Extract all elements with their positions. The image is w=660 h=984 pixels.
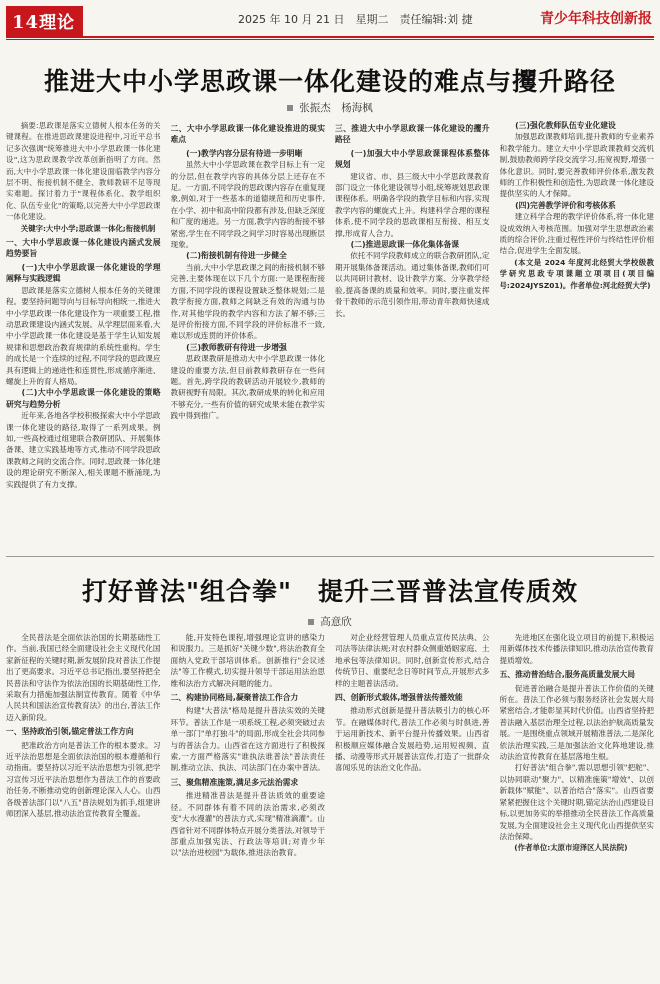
keywords: 关键字:大中小学;思政课一体化;衔接机制 — [20, 223, 156, 233]
paragraph: 当前,大中小学思政课之间的衔接机制不够完善,主要体现在以下几个方面:一是课程衔接方面,不同学段的课程设置缺乏整体规划;二是教学衔接方面,教师之间缺乏有效的沟通与协作,对其他学段的教学内容和方法了解不够;三是评价衔接方面,不同学段的评价标准不一致,难以形成连贯的评价体系。 — [170, 262, 325, 341]
abstract: 摘要:思政课是落实立德树人根本任务的关键课程。在推进思政课建设进程中,习近平总书记多次强调"统筹推进大中小学思政课一体化建设",这为思政课教学改革创新指明了方向。然而,大中小学思政课一体化建设面临教学内容分层不明、衔接机制不健全、教师教研不足等现实难题。探讨着力于"课程体系化、教学组织化、队伍专业化"的策略,以完善大中小学思政课一体化建设。 — [6, 121, 161, 222]
paragraph: 对企业经营管理人员重点宣传民法典、公司法等法律法规;对农村群众侧重婚姻家庭、土地承包等法律知识。同时,创新宣传形式,结合传统节日、重要纪念日等时间节点,开展形式多样的主题普法活动。 — [335, 633, 490, 688]
subheading: (三)强化教师队伍专业化建设 — [515, 121, 616, 130]
article2-title: 打好普法"组合拳" 提升三晋普法宣传质效 — [81, 577, 579, 606]
heading: 一、大中小学思政课一体化建设内涵式发展趋势要旨 — [6, 238, 161, 259]
article1-body — [6, 120, 654, 548]
article1-col-3 — [335, 120, 490, 548]
subheading: (一)大中小学思政课一体化建设的学理阐释与实践逻辑 — [6, 262, 161, 284]
paragraph: 促进普治融合是提升普法工作价值的关键所在。普法工作必须与服务经济社会发展大局紧密结合,才能彰显其时代价值。山西省坚持把普法融入基层治理全过程,以法治护航高质量发展。一是围绕重点领域开展精准普法,二是深化依法治理实践,三是加强法治文化阵地建设,推动法治宣传教育在基层落地生根。 — [499, 683, 654, 762]
byline-square-icon — [287, 105, 293, 111]
paragraph: 依托不同学段教师成立的联合教研团队,定期开展集体备课活动。通过集体备课,教师们可以共同研讨教材、设计教学方案、分享教学经验,提高备课的质量和效率。同时,要注重发挥骨干教师的示范引领作用,带动青年教师快速成长。 — [335, 251, 490, 318]
article2-col-1 — [6, 632, 161, 980]
heading: 二、构建协同格局,凝聚普法工作合力 — [170, 693, 299, 703]
heading: 四、创新形式载体,增强普法传播效能 — [335, 693, 463, 703]
subheading: (一)加强大中小学思政课课程体系整体规划 — [335, 148, 490, 170]
article2-author: 高意欣 — [320, 616, 352, 628]
subheading: (三)教师教研有待进一步增强 — [186, 342, 287, 352]
article1-col-4 — [500, 120, 655, 548]
paragraph: 思政课是落实立德树人根本任务的关键课程。要坚持问题导向与目标导向相统一,推进大中小学思政课一体化建设作为一项重要工程,推动思政课建设内涵式发展。从学理层面来看,大中小学思政课一体化建设是基于学生认知发展规律和思想政治教育规律的系统性重构。学生的成长是一个连续的过程,不同学段的思政课应具有逻辑上的递进性和连贯性,形成循序渐进、螺旋上升的育人格局。 — [6, 285, 161, 386]
paragraph: 虽然大中小学思政课在教学目标上有一定的分层,但在教学内容的具体分层上还存在不足。一方面,不同学段的思政课内容存在重复现象,例如,对于一些基本的道德规范和历史事件,在小学、初中和高中阶段都有涉及,但缺乏深度和广度的递进。另一方面,教学内容的衔接不够紧密,学生在不同学段之间学习时容易出现断层现象。 — [170, 160, 325, 250]
article2-byline — [0, 614, 660, 629]
paragraph: 先进地区在强化设立项目的前提下,积极运用新媒体技术传播法律知识,推动法治宣传教育提质增效。 — [499, 633, 654, 665]
project-note: (本文是 2024 年度河北经贸大学校级教学研究思政专项课题立项项目(项目编号:2024JYSZ01)。作者单位:河北经贸大学) — [499, 257, 654, 290]
heading: 五、推动普治结合,服务高质量发展大局 — [499, 670, 636, 680]
paragraph: 全民普法是全面依法治国的长期基础性工作。当前,我国已经全面建设社会主义现代化国家新征程的关键时期,新发展阶段对普法工作提出了更高要求。习近平总书记指出,要坚持把全民普法和守法作为依法治国的长期基础性工作,采取有力措施加强法制宣传教育。随着《中华人民共和国法治宣传教育法》的出台,普法工作迈入新阶段。 — [6, 633, 161, 722]
section-number: 14 — [12, 12, 40, 33]
article1-col-1 — [6, 120, 161, 548]
paragraph: 能,开发特色课程,增强理论宣讲的感染力和说服力。三是抓好"关键少数",将法治教育全面纳入党政干部培训体系。创新推行"会议述法"等工作模式,切实提升领导干部运用法治思维和法治方式解决问题的能力。 — [170, 633, 325, 688]
article1-col-2 — [171, 120, 326, 548]
byline-square-icon — [308, 619, 314, 625]
subheading: (二)推进思政课一体化集体备课 — [350, 240, 460, 250]
heading: 三、推进大中小学思政课一体化建设的攫升路径 — [335, 124, 490, 145]
heading: 一、坚持政治引领,锚定普法工作方向 — [6, 727, 134, 737]
article2-col-2 — [171, 632, 326, 980]
paragraph: 加强思政课教师培训,提升教师的专业素养和教学能力。建立大中小学思政课教师交流机制,鼓励教师跨学段交流学习,拓宽视野,增强一体化意识。同时,要完善教师评价体系,激发教师的工作积极性和创造性,为思政课一体化建设提供坚实的人才保障。 — [499, 132, 654, 199]
paragraph: 构建"大普法"格局是提升普法实效的关键环节。普法工作是一项系统工程,必须突破过去单一部门"单打独斗"的局面,形成全社会共同参与的普法合力。山西省在这方面进行了积极探索,一方面严格落实"谁执法谁普法"普法责任制,推动立法、执法、司法部门在办案中普法。 — [170, 706, 325, 773]
paragraph: 思政课教研是推动大中小学思政课一体化建设的重要方法,但目前教师教研存在一些问题。首先,跨学段的教研活动开展较少,教师的教研视野有局限。其次,教研成果的转化和应用不够充分,一些有价值的研究成果未能在教学实践中得到推广。 — [170, 354, 325, 421]
article-divider — [6, 556, 654, 557]
date-line: 2025 年 10 月 21 日 星期二 责任编辑:刘 捷 — [238, 13, 473, 26]
article1-author: 张振杰 杨海枫 — [299, 102, 373, 114]
paragraph: 推动形式创新是提升普法吸引力的核心环节。在融媒体时代,普法工作必须与时俱进,善于运用新技术、新平台提升传播效果。山西省积极顺应媒体融合发展趋势,运用短视频、直播、动漫等形式开展普法宣传,打造了一批群众喜闻乐见的法治文化作品。 — [335, 706, 490, 773]
paragraph: 建议省、市、县三级大中小学思政课教育部门设立一体化建设领导小组,统筹规划思政课课程体系。明确各学段的教学目标和内容,实现教学内容的螺旋式上升。构建科学合理的课程体系,使不同学段的思政课相互衔接、相互支撑,形成育人合力。 — [335, 171, 490, 238]
article2-body — [6, 632, 654, 980]
subheading: (二)衔接机制有待进一步健全 — [186, 251, 287, 261]
subheading: (一)教学内容分层有待进一步明晰 — [186, 148, 303, 158]
article2-col-4 — [500, 632, 655, 980]
page-header — [0, 0, 660, 40]
header-rule-thin — [6, 39, 654, 40]
heading: 二、大中小学思政课一体化建设推进的现实难点 — [170, 124, 325, 145]
section-name: 理论 — [39, 13, 76, 33]
heading: 三、聚焦精准施策,满足多元法治需求 — [170, 777, 299, 787]
paragraph: 建立科学合理的教学评价体系,将一体化建设成效纳入考核范围。加强对学生思想政治素质的综合评价,注重过程性评价与终结性评价相结合,促进学生全面发展。 — [499, 212, 654, 256]
paragraph: 打好普法"组合拳",需以思想引领"把舵"、以协同联动"聚力"、以精准施策"增效"、以创新载体"赋能"、以普治结合"落实"。山西省要紧紧把握住这个关键时期,锚定法治山西建设目标,以更加务实的举措推动全民普法工作高质量发展,为全面建设社会主义现代化山西提供坚实法治保障。 — [499, 763, 654, 841]
header-rule — [6, 36, 654, 38]
masthead-logo: 青少年科技创新报 — [540, 11, 652, 27]
author-note: (作者单位:太原市迎泽区人民法院) — [514, 843, 628, 853]
subheading: (二)大中小学思政课一体化建设的策略研究与趋势分析 — [6, 388, 161, 409]
paragraph: 近年来,各地各学校积极探索大中小学思政课一体化建设的路径,取得了一系列成果。例如,一些高校通过组建联合教研团队、开展集体备课、建立实践基地等方式,推动不同学段思政课教师之间的交流合作。同时,思政课一体化建设的理论研究不断深入,相关课题不断涌现,为实践提供了有力支撑。 — [6, 411, 161, 489]
subheading: (四)完善教学评价和考核体系 — [515, 200, 616, 210]
article1-title: 推进大中小学思政课一体化建设的难点与攫升路径 — [43, 67, 616, 96]
section-tag — [6, 6, 83, 36]
paragraph: 把准政治方向是普法工作的根本要求。习近平法治思想是全面依法治国的根本遵循和行动指南。要坚持以习近平法治思想为引领,把学习宣传习近平法治思想作为普法工作的首要政治任务,不断推动党的创新理论深入人心。山西各级普法部门以"八五"普法规划为抓手,组建讲师团深入基层,推动法治宣传教育全覆盖。 — [6, 740, 161, 819]
paragraph: 推进精准普法是提升普法质效的重要途径。不同群体有着不同的法治需求,必须改变"大水漫灌"的普法方式,实现"精准滴灌"。山西省针对不同群体特点开展分类普法,对领导干部重点加强宪法、行政法等培训;对青少年以"法治进校园"为载体,推进法治教育。 — [170, 791, 325, 858]
article1-byline — [0, 100, 660, 115]
article2-col-3 — [335, 632, 490, 980]
